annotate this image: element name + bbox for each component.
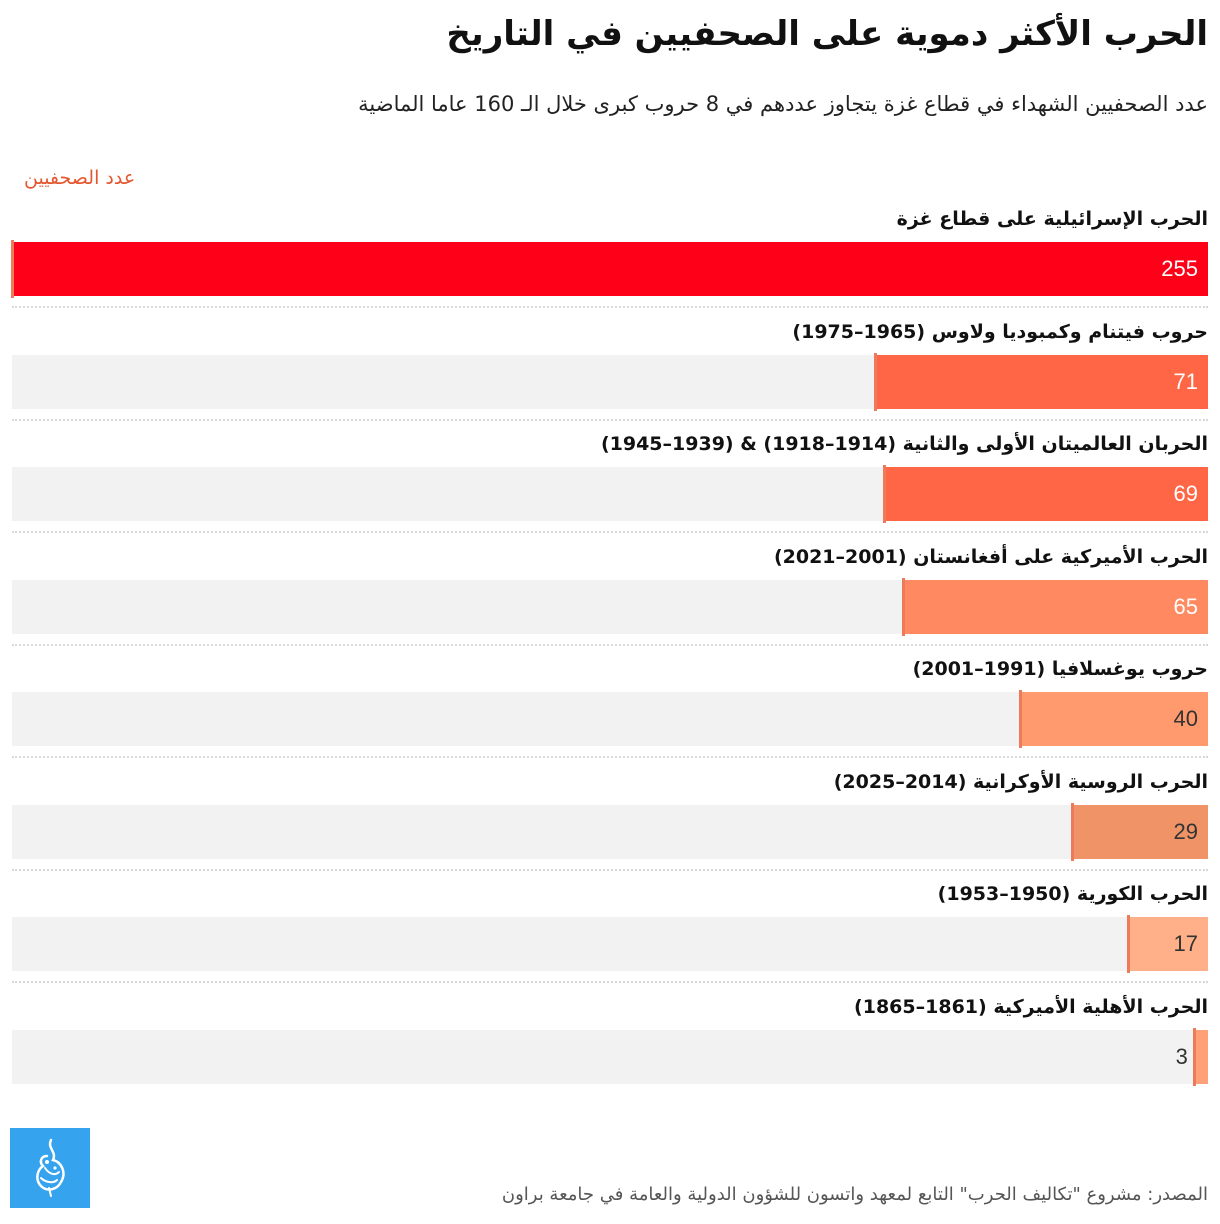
row-divider [12, 981, 1208, 983]
bar [903, 580, 1208, 634]
chart-subtitle: عدد الصحفيين الشهداء في قطاع غزة يتجاوز عددهم في 8 حروب كبرى خلال الـ 160 عاما الماضية [358, 92, 1208, 116]
value-axis-label: عدد الصحفيين [24, 167, 136, 189]
chart-row [12, 538, 1208, 651]
bar [1020, 692, 1208, 746]
row-divider [12, 306, 1208, 308]
chart-row [12, 313, 1208, 426]
bar-value-label: 65 [1173, 593, 1198, 619]
chart-row [12, 763, 1208, 876]
aljazeera-logo [10, 1128, 90, 1208]
chart-row [12, 650, 1208, 763]
bar-edge-marker [1071, 803, 1074, 861]
bar-chart [12, 200, 1208, 1100]
row-label: الحرب الإسرائيلية على قطاع غزة [896, 208, 1208, 230]
chart-row [12, 875, 1208, 988]
row-label: الحربان العالميتان الأولى والثانية (1914–1918) & (1939–1945) [600, 433, 1208, 455]
bar-track [12, 1030, 1208, 1084]
bar-edge-marker [902, 578, 905, 636]
row-divider [12, 756, 1208, 758]
bar-track [12, 805, 1208, 859]
source-note: المصدر: مشروع "تكاليف الحرب" التابع لمعهد واتسون للشؤون الدولية والعامة في جامعة براون [501, 1184, 1208, 1205]
row-label: الحرب الكورية (1950–1953) [937, 883, 1208, 905]
bar [1072, 805, 1208, 859]
bar [875, 355, 1208, 409]
bar-value-label: 71 [1173, 368, 1198, 394]
bar-edge-marker [1019, 690, 1022, 748]
bar [1175, 1030, 1208, 1084]
row-label: الحرب الروسية الأوكرانية (2014–2025) [833, 770, 1208, 793]
row-divider [12, 644, 1208, 646]
row-label: الحرب الأهلية الأميركية (1861–1865) [854, 995, 1208, 1018]
row-divider [12, 419, 1208, 421]
chart-row [12, 988, 1208, 1101]
bar-track [12, 242, 1208, 296]
bar-track [12, 917, 1208, 971]
bar-value-label: 3 [1175, 1043, 1188, 1069]
bar-value-label: 69 [1173, 481, 1198, 506]
bar-value-label: 255 [1161, 256, 1198, 281]
bar [884, 467, 1208, 521]
bar-edge-marker [883, 465, 886, 523]
bar-value-label: 29 [1173, 818, 1198, 844]
row-divider [12, 869, 1208, 871]
aljazeera-calligraphy-icon [27, 1138, 73, 1198]
bar [1128, 917, 1208, 971]
bar-edge-marker [874, 353, 877, 411]
bar-track [12, 467, 1208, 521]
row-divider [12, 531, 1208, 533]
row-label: حروب يوغسلافيا (1991–2001) [912, 658, 1208, 680]
bar-track [12, 692, 1208, 746]
bar-value-label: 17 [1173, 931, 1198, 956]
bar-edge-marker [11, 240, 14, 298]
row-label: حروب فيتنام وكمبوديا ولاوس (1965–1975) [792, 320, 1208, 343]
bar-track [12, 355, 1208, 409]
row-label: الحرب الأميركية على أفغانستان (2001–2021) [773, 545, 1208, 568]
bar [12, 242, 1208, 296]
chart-title: الحرب الأكثر دموية على الصحفيين في التاريخ [446, 14, 1208, 54]
bar-track [12, 580, 1208, 634]
bar-edge-marker [1127, 915, 1130, 973]
bar-value-label: 40 [1173, 706, 1198, 731]
chart-row [12, 200, 1208, 313]
bar-edge-marker [1193, 1028, 1196, 1086]
chart-row [12, 425, 1208, 538]
